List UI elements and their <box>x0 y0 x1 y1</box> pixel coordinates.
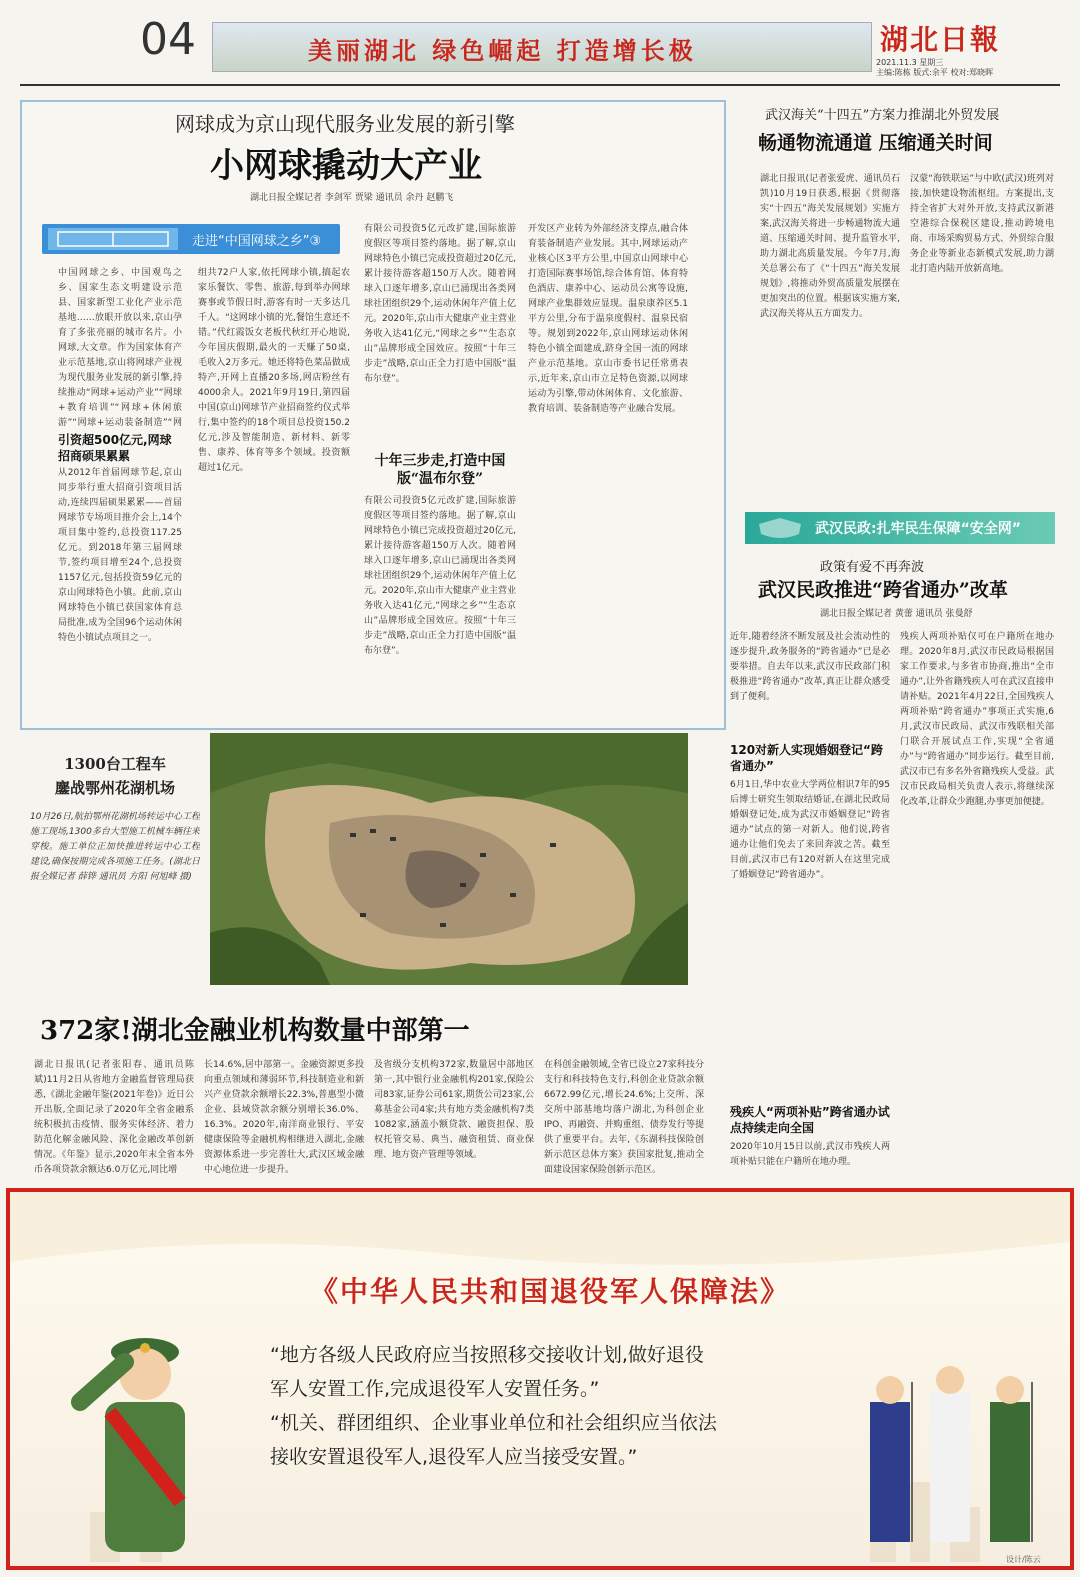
issue-date: 2021.11.3 星期三 <box>876 58 944 67</box>
customs-col-2: 汉蒙“海铁联运”与中欧(武汉)班列对接,加快建设物流枢纽。方案提出,支持全省扩大对外开放,支持武汉新港空港综合保税区建设,推动跨境电商、市场采购贸易方式、外贸综合服务企业等新业态新模式发展,助力湖北打造内陆开放新高地。 <box>910 174 1054 274</box>
law-title: 《中华人民共和国退役军人保障法》 <box>310 1275 791 1308</box>
photo-headline-line-2: 鏖战鄂州花湖机场 <box>54 779 175 797</box>
customs-kicker: 武汉海关“十四五”方案力推湖北外贸发展 <box>765 108 1000 123</box>
lead-col-3b: 有限公司投资5亿元改扩建,国际旅游度假区等项目签约落地。据了解,京山网球特色小镇已完成投资超过20亿元,累计接待游客超150万人次。随着网球入口逐年增多,京山已涌现出各类网球社团组织29个,运动休闲年产值上亿元。2020年,京山市大健康产业主营业务收入达41亿元,“网球之乡”“生态京山”品牌形成全国效应。按照“十年三步走”战略,京山正全力打造中国版“温布尔登”。 <box>364 496 516 656</box>
civil-col-1b: 6月1日,华中农业大学两位相识7年的95后博士研究生领取结婚证,在湖北民政局婚姻登记处,成为武汉市婚姻登记“跨省通办”试点的第一对新人。他们说,跨省通办让他们免去了来回奔波之苦。截至目前,武汉市已有120对新人在这里完成了婚姻登记“跨省通办”。 <box>730 780 890 880</box>
civil-subhead-2: 残疾人“两项补贴”跨省通办试点持续走向全国 <box>730 1105 890 1135</box>
finance-col-1: 湖北日报讯(记者张阳春、通讯员陈斌)11月2日从省地方金融监督管理局获悉,《湖北金融年鉴(2021年卷)》近日公开出版,全面记录了2020年全省金融系统积极抗击疫情、服务实体经济、着力防范化解金融风险、深化金融改革创新情况。《年鉴》显示,2020年末全省本外币各项贷款余额达6.0万亿元,同比增 <box>34 1060 194 1175</box>
dateline <box>876 58 1006 78</box>
staff-line: 主编:陈栋 版式:余平 校对:郑晓晖 <box>876 68 994 77</box>
finance-col-3: 及省级分支机构372家,数量居中部地区第一,其中银行业金融机构201家,保险公司83家,证券公司61家,期货公司23家,公募基金公司4家;共有地方类金融机构7类1082家,涵盖小额贷款、融资担保、股权托管交易、典当、融资租赁、商业保理、地方资产管理等领域。 <box>374 1060 534 1160</box>
civil-affairs-tag <box>745 512 1055 544</box>
tennis-court-icon <box>48 228 178 250</box>
civil-byline: 湖北日报全媒记者 黄蕾 通讯员 张曼舒 <box>820 609 973 619</box>
lead-subhead-1: 引资超500亿元,网球招商硕果累累 <box>58 433 172 463</box>
series-tag <box>42 224 340 254</box>
civil-col-1c: 2020年10月15日以前,武汉市残疾人两项补贴只能在户籍所在地办理。 <box>730 1142 890 1167</box>
civil-subhead: 120对新人实现婚姻登记“跨省通办” <box>730 743 883 773</box>
lead-col-1: 中国网球之乡、中国观鸟之乡、国家生态文明建设示范县、国家新型工业化产业示范基地……放眼开放以来,京山孕育了多张亮丽的城市名片。小网球,大文章。作为国家体育产业示范基地,京山将网球产业视为现代服务业发展的新引擎,持续推动“网球+运动产业”“网球+教育培训”“网球+休闲旅游”“网球+运动装备制造”“网 <box>58 268 182 428</box>
photo-caption: 10月26日,航拍鄂州花湖机场转运中心工程施工现场,1300多台大型施工机械车辆往来穿梭。施工单位正加快推进转运中心工程建设,确保按期完成各项施工任务。(湖北日报全媒记者 薛铧 通讯员 方阳 何旭峰 摄) <box>30 812 200 882</box>
lead-col-1b: 从2012年首届网球节起,京山同步举行重大招商引资项目活动,连续四届硕果累累——首届网球节专场项目推介会上,14个项目集中签约,总投资117.25亿元。到2018年第三届网球节,签约项目增至24个,总投资1157亿元,包括投资59亿元的京山网球特色小镇。此前,京山网球特色小镇已获国家体育总局批准,成为全国96个运动休闲特色小镇试点项目之一。 <box>58 468 182 643</box>
masthead-banner <box>212 22 872 72</box>
photo-headline-line-1: 1300台工程车 <box>64 755 166 773</box>
civil-col-2: 残疾人两项补贴仅可在户籍所在地办理。2020年8月,武汉市民政局根据国家工作要求,与多省市协商,推出“全市通办”,让外省籍残疾人可在武汉直接申请补贴。2021年4月22日,全国残疾人两项补贴“跨省通办”事项正式实施,6月,武汉市民政局、武汉市残联相关部门联合开展试点工作,实现“全省通办”与“跨省通办”同步运行。截至目前,武汉市已有多名外省籍残疾人受益。武汉市民政局相关负责人表示,将继续深化改革,让群众少跑腿,办事更加便捷。 <box>900 632 1054 807</box>
finance-headline: 372家!湖北金融业机构数量中部第一 <box>40 1016 470 1046</box>
civil-col-1: 近年,随着经济不断发展及社会流动性的逐步提升,政务服务的“跨省通办”已是必要举措。自去年以来,武汉市民政部门积极推进“跨省通办”改革,真正让群众感受到了便利。 <box>730 632 890 702</box>
customs-col-1: 湖北日报讯(记者张爱虎、通讯员石凯)10月19日获悉,根据《贯彻落实“十四五”海关发展规划》实施方案,武汉海关将进一步畅通物流大通道、压缩通关时间、提升监管水平,助力湖北高质量发展。今年7月,海关总署公布了《“十四五”海关发展规划》,将推动外贸高质量发展摆在更加突出的位置。根据该实施方案,武汉海关将从五方面发力。 <box>760 174 900 319</box>
saluting-soldier-illustration <box>50 1312 240 1562</box>
civil-headline: 武汉民政推进“跨省通办”改革 <box>758 579 1008 601</box>
law-quote-2a: “机关、群团组织、企业事业单位和社会组织应当依法 <box>270 1412 717 1434</box>
page-number: 04 <box>140 14 196 65</box>
civil-affairs-tag-label: 武汉民政:扎牢民生保障“安全网” <box>815 521 1022 537</box>
construction-site-image <box>210 733 688 985</box>
civil-kicker: 政策有爱不再奔波 <box>820 560 925 575</box>
banner-slogan: 美丽湖北 绿色崛起 打造增长极 <box>308 36 697 65</box>
lead-kicker: 网球成为京山现代服务业发展的新引擎 <box>175 112 515 136</box>
paper-logo: 湖北日報 <box>880 23 1001 56</box>
series-tag-label: 走进“中国网球之乡”③ <box>192 234 322 249</box>
finance-col-2: 长14.6%,居中部第一。金融资源更多投向重点领域和薄弱环节,科技制造业和新兴产业贷款余额增长22.3%,普惠型小微企业、县域贷款余额分别增长36.0%、16.3%。2020年,南洋商业银行、平安健康保险等金融机构相继进入湖北,金融资源体系进一步完善壮大,武汉区域金融中心地位进一步提升。 <box>204 1060 364 1175</box>
masthead-rule <box>20 84 1060 86</box>
design-credit: 设计/陈云 <box>1006 1555 1041 1564</box>
law-quote-1a: “地方各级人民政府应当按照移交接收计划,做好退役 <box>270 1344 704 1366</box>
lead-byline: 湖北日报全媒记者 李剑军 贾梁 通讯员 余丹 赵鹏飞 <box>250 193 454 203</box>
lead-col-2: 组共72户人家,依托网球小镇,搞起农家乐餐饮、零售、旅游,每到举办网球赛事或节假日时,游客有时一天多达几千人。“这网球小镇的光,餐馆生意还不错。”代红霞饭女老板代秋红开心地说,今年国庆假期,最火的一天赚了50桌,毛收入2万多元。她还将特色菜品做成特产,开网上直播20多场,网店粉丝有4000余人。2021年9月19日,第四届中国(京山)网球节产业招商签约仪式举行,集中签约的18个项目总投资150.2亿元,涉及智能制造、新材料、新零售、康养、体育等多个领域。投资额超过1亿元。 <box>198 268 350 473</box>
lead-col-3: 有限公司投资5亿元改扩建,国际旅游度假区等项目签约落地。据了解,京山网球特色小镇已完成投资超过20亿元,累计接待游客超150万人次。随着网球入口逐年增多,京山已涌现出各类网球社团组织29个,运动休闲年产值上亿元。2020年,京山市大健康产业主营业务收入达41亿元,“网球之乡”“生态京山”品牌形成全国效应。按照“十年三步走”战略,京山正全力打造中国版“温布尔登”。 <box>364 224 516 384</box>
law-quote-2b: 接收安置退役军人,退役军人应当接受安置。” <box>270 1446 638 1468</box>
honor-guard-illustration <box>850 1362 1050 1562</box>
photo-headline <box>30 752 200 800</box>
aerial-construction-photo <box>210 733 688 985</box>
shield-icon <box>753 516 807 540</box>
finance-col-4: 在科创金融领域,全省已设立27家科技分支行和科技特色支行,科创企业贷款余额6672.99亿元,增长24.6%;上交所、深交所中部基地均落户湖北,为科创企业IPO、再融资、并购重组、债券发行等提供了重要平台。去年,《东湖科技保险创新示范区总体方案》获国家批复,推动全面建设国家保险创新示范区。 <box>544 1060 704 1175</box>
lead-subhead-2: 十年三步走,打造中国版“温布尔登” <box>374 453 506 487</box>
customs-headline: 畅通物流通道 压缩通关时间 <box>758 132 993 154</box>
lead-headline: 小网球撬动大产业 <box>210 146 482 186</box>
law-quote-1b: 军人安置工作,完成退役军人安置任务。” <box>270 1378 600 1400</box>
lead-col-4: 开发区产业转为外部经济支撑点,融合体育装备制造产业发展。其中,网球运动产业核心区3平方公里,中国京山网球中心打造国际赛事场馆,综合体育馆、体育特色酒店、康养中心、运动员公寓等设施,网球产业集群效应显现。温泉康养区5.1平方公里,分布于温泉度假村、温泉民宿等。规划到2022年,京山网球运动休闲特色小镇全面建成,跻身全国一流的网球产业示范基地。京山市委书记任常勇表示,近年来,京山市立足特色资源,以网球运动为引擎,带动休闲体育、文化旅游、教育培训、装备制造等产业融合发展。 <box>528 224 688 414</box>
